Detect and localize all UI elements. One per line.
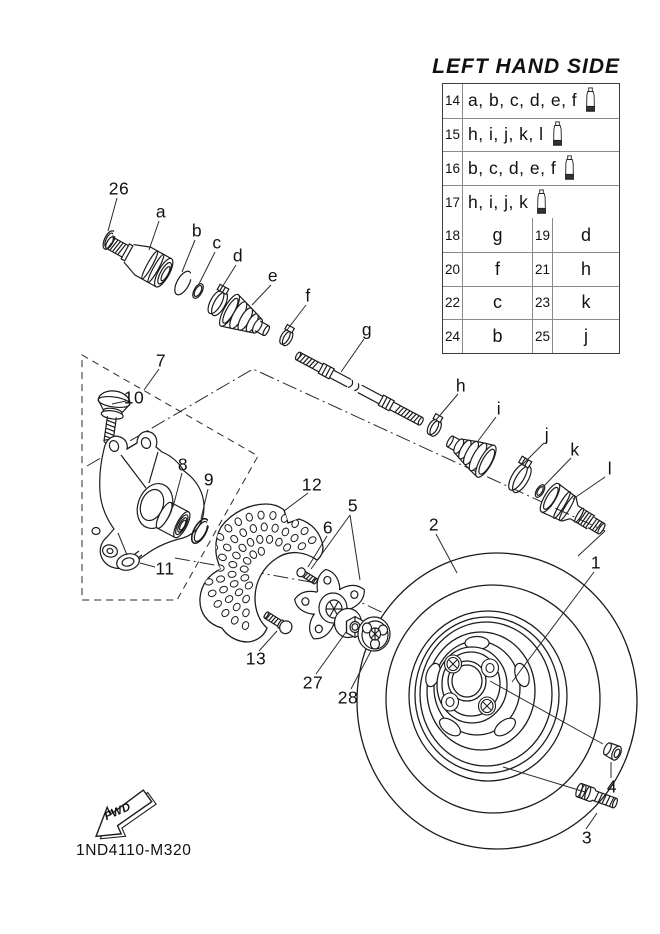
grease-tube-icon (535, 189, 548, 216)
row-number: 17 (443, 186, 463, 219)
table-row-15 (443, 118, 619, 152)
row-number: 21 (532, 253, 553, 286)
row-letters: b, c, d, e, f (463, 152, 619, 185)
cv-boot-e (216, 292, 277, 347)
table-row-17 (443, 185, 619, 219)
part-label-1: 1 (590, 552, 602, 573)
ring-c (191, 282, 206, 300)
table-row-14 (443, 84, 619, 118)
part-label-9: 9 (203, 469, 215, 490)
part-label-k: k (570, 439, 580, 460)
part-label-5: 5 (347, 495, 359, 516)
part-label-27: 27 (302, 672, 324, 693)
part-label-3: 3 (581, 827, 593, 848)
drawing-number: 1ND4110-M320 (76, 842, 192, 859)
part-label-j: j (544, 424, 550, 445)
table-row-24-25 (443, 319, 619, 353)
grease-reference-table (442, 83, 620, 354)
part-label-d: d (232, 245, 244, 266)
part-label-4: 4 (606, 776, 618, 797)
row-letters: a, b, c, d, e, f (463, 84, 619, 118)
part-label-12: 12 (301, 474, 323, 495)
fwd-arrow-label: FWD (102, 800, 133, 824)
row-number: 23 (532, 287, 553, 320)
part-label-a: a (155, 201, 167, 222)
row-letter: d (580, 224, 591, 245)
part-label-e: e (267, 265, 279, 286)
row-number: 24 (443, 320, 463, 353)
bolt-13 (262, 609, 295, 636)
row-letter: k (581, 292, 591, 313)
grease-tube-icon (563, 155, 576, 182)
row-letter: f (494, 258, 500, 279)
pair-rows (443, 218, 619, 352)
row-number: 19 (532, 218, 553, 252)
row-number: 20 (443, 253, 463, 286)
part-label-b: b (191, 220, 203, 241)
row-letter: c (493, 292, 502, 313)
row-letter: j (584, 325, 588, 346)
grease-tube-icon (584, 87, 597, 114)
part-label-c: c (212, 232, 222, 253)
row-letter: b (492, 325, 503, 346)
steering-knuckle (92, 432, 204, 569)
cv-joint-outer-l (537, 481, 612, 544)
part-label-i: i (496, 398, 502, 419)
part-label-2: 2 (428, 514, 440, 535)
grease-rows (443, 84, 619, 218)
hub-cap-28 (358, 617, 390, 651)
shaft-collar-2 (378, 395, 394, 411)
row-number: 22 (443, 287, 463, 320)
wheel-assembly (357, 553, 637, 849)
part-label-10: 10 (123, 387, 145, 408)
part-label-13: 13 (245, 648, 267, 669)
boot-clamp-f (278, 325, 297, 348)
table-row-20-21 (443, 252, 619, 286)
table-row-18-19 (443, 218, 619, 252)
row-letters: h, i, j, k (463, 186, 619, 219)
part-label-f: f (305, 285, 311, 306)
part-label-g: g (361, 319, 373, 340)
row-number: 14 (443, 84, 463, 118)
page-title: LEFT HAND SIDE (432, 55, 620, 78)
part-label-h: h (455, 375, 467, 396)
row-number: 18 (443, 218, 463, 252)
part-label-l: l (607, 458, 613, 479)
cv-boot-i (440, 425, 500, 480)
boot-clamp-h (425, 413, 446, 438)
row-letter: h (580, 258, 591, 279)
part-label-26: 26 (108, 178, 130, 199)
row-letters: h, i, j, k, l (463, 119, 619, 152)
row-number: 15 (443, 119, 463, 152)
shaft-collar-1 (318, 363, 334, 379)
drive-shaft-g (294, 350, 425, 427)
table-row-16 (443, 151, 619, 185)
part-label-7: 7 (155, 350, 167, 371)
part-label-6: 6 (322, 517, 334, 538)
row-number: 16 (443, 152, 463, 185)
row-letter: g (492, 224, 503, 245)
grease-tube-icon (551, 121, 564, 148)
table-row-22-23 (443, 286, 619, 320)
row-number: 25 (532, 320, 553, 353)
fwd-arrow (87, 788, 163, 848)
boot-clamp-j (504, 456, 537, 495)
shaft-thread-right (395, 405, 419, 423)
cv-joint-inner-a (100, 227, 177, 289)
part-label-8: 8 (177, 454, 189, 475)
bolt-6 (295, 566, 319, 585)
part-label-11: 11 (155, 558, 175, 579)
part-label-28: 28 (337, 687, 359, 708)
